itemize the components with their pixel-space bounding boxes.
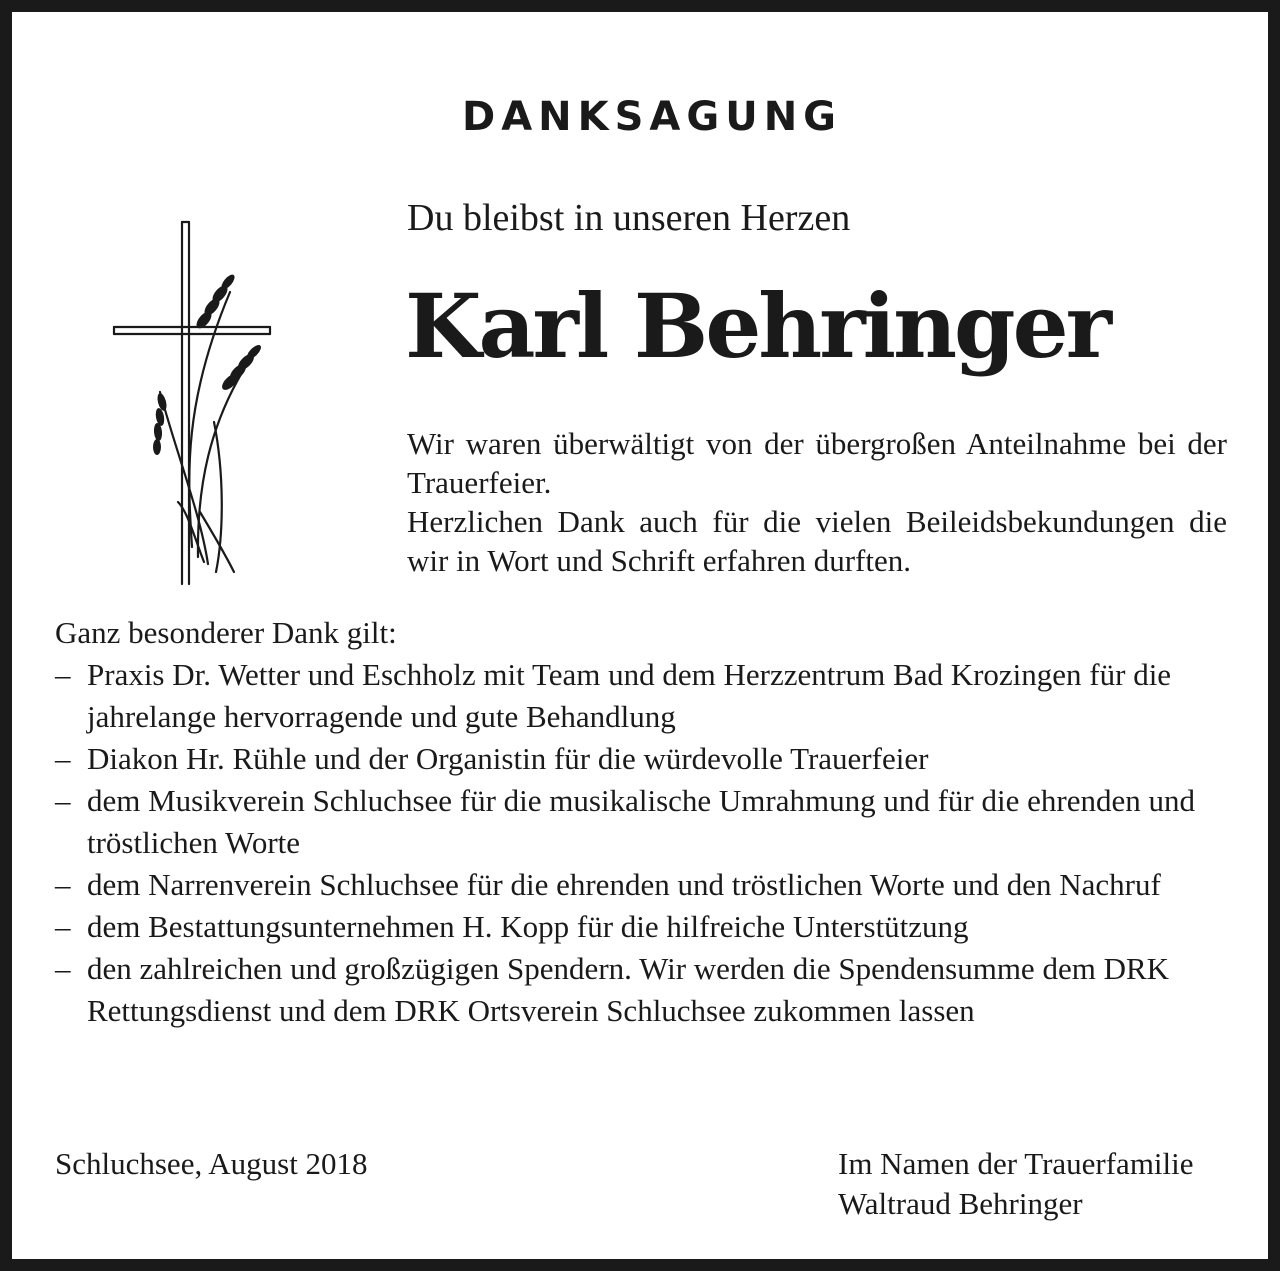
bullet-dash: – bbox=[55, 867, 71, 902]
bullet-dash: – bbox=[55, 951, 71, 986]
deceased-name: Karl Behringer bbox=[405, 274, 1109, 378]
bullet-dash: – bbox=[55, 909, 71, 944]
cross-with-wheat-icon bbox=[112, 212, 277, 592]
intro-paragraph-2: Herzlichen Dank auch für die vielen Beileidsbekundungen die wir in Wort und Schrift erfahren durften. bbox=[407, 504, 1227, 578]
bullet-dash: – bbox=[55, 657, 71, 692]
list-item bbox=[55, 864, 1235, 906]
place-date: Schluchsee, August 2018 bbox=[55, 1146, 368, 1181]
bullet-dash: – bbox=[55, 741, 71, 776]
list-item-text: den zahlreichen und großzügigen Spendern. Wir werden die Spendensumme dem DRK Rettungsdienst und dem DRK Ortsverein Schluchsee zukommen lassen bbox=[87, 951, 1170, 1028]
subtitle: Du bleibst in unseren Herzen bbox=[407, 197, 851, 239]
signature-line-2: Waltraud Behringer bbox=[838, 1186, 1083, 1221]
list-item bbox=[55, 738, 1235, 780]
list-item-text: dem Musikverein Schluchsee für die musikalische Umrahmung und für die ehrenden und tröstlichen Worte bbox=[87, 783, 1195, 860]
thanks-lead: Ganz besonderer Dank gilt: bbox=[55, 615, 397, 650]
special-thanks bbox=[55, 612, 1235, 1032]
list-item bbox=[55, 780, 1235, 864]
list-item bbox=[55, 948, 1235, 1032]
list-item bbox=[55, 906, 1235, 948]
list-item-text: dem Narrenverein Schluchsee für die ehrenden und tröstlichen Worte und den Nachruf bbox=[87, 867, 1161, 902]
heading: DANKSAGUNG bbox=[461, 94, 843, 140]
bullet-dash: – bbox=[55, 783, 71, 818]
signature bbox=[838, 1144, 1194, 1224]
intro-paragraph-1: Wir waren überwältigt von der übergroßen Anteilnahme bei der Trauerfeier. bbox=[407, 426, 1227, 500]
list-item bbox=[55, 654, 1235, 738]
intro-text bbox=[407, 424, 1227, 580]
signature-line-1: Im Namen der Trauerfamilie bbox=[838, 1146, 1194, 1181]
list-item-text: dem Bestattungsunternehmen H. Kopp für die hilfreiche Unterstützung bbox=[87, 909, 969, 944]
list-item-text: Diakon Hr. Rühle und der Organistin für die würdevolle Trauerfeier bbox=[87, 741, 929, 776]
list-item-text: Praxis Dr. Wetter und Eschholz mit Team und dem Herzzentrum Bad Krozingen für die jahrelange hervorragende und gute Behandlung bbox=[87, 657, 1172, 734]
obituary-notice bbox=[12, 12, 1268, 1259]
thanks-list bbox=[55, 654, 1235, 1032]
